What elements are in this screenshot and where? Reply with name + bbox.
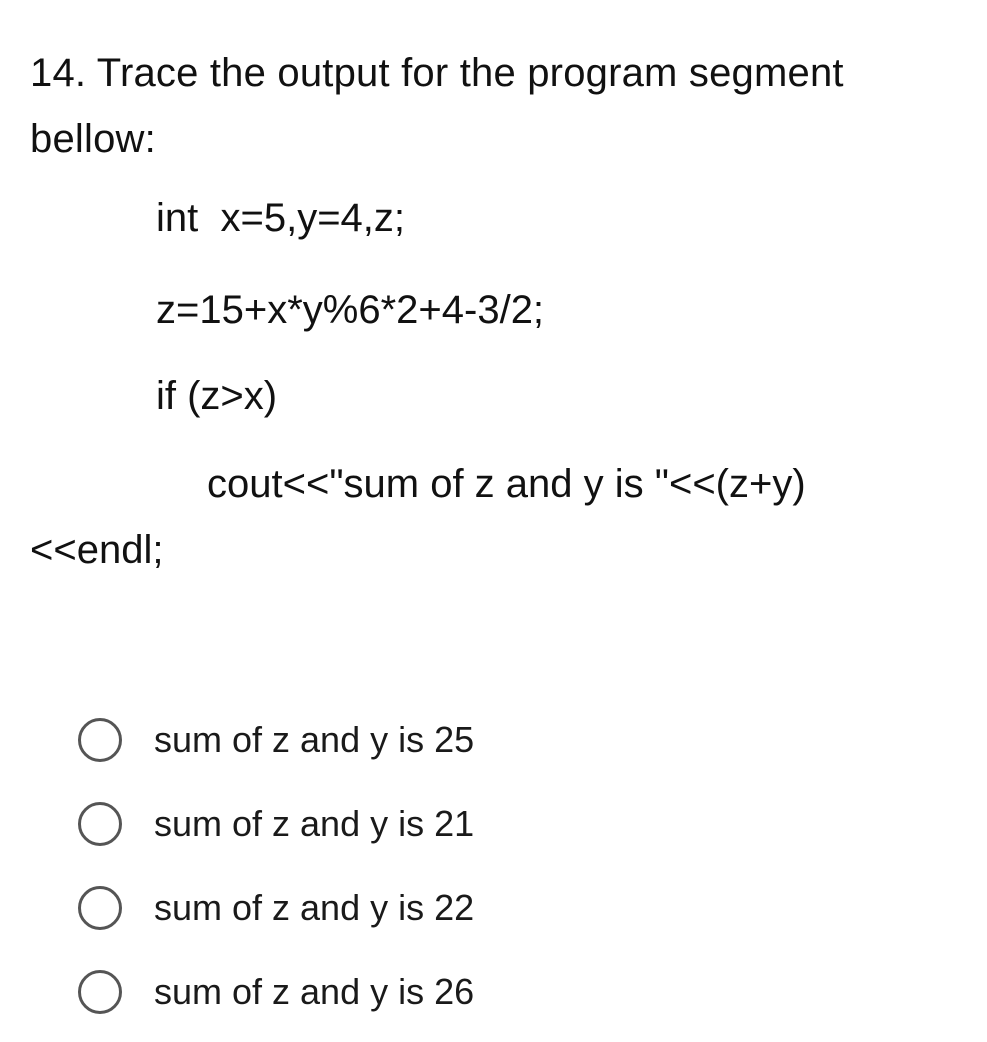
answer-option-1[interactable] [78, 716, 678, 764]
radio-button[interactable] [78, 886, 122, 930]
answer-option-label: sum of z and y is 22 [154, 887, 475, 928]
code-line-5: <<endl; [30, 528, 164, 572]
answer-option-label: sum of z and y is 21 [154, 803, 475, 844]
question-text: 14. Trace the output for the program segment bellow: [30, 51, 844, 161]
radio-button[interactable] [78, 970, 122, 1014]
answer-option-3[interactable] [78, 884, 678, 932]
radio-button[interactable] [78, 802, 122, 846]
code-line-4: cout<<"sum of z and y is "<<(z+y) [207, 462, 806, 506]
code-line-2: z=15+x*y%6*2+4-3/2; [156, 288, 545, 332]
answer-option-2[interactable] [78, 800, 678, 848]
answer-option-label: sum of z and y is 25 [154, 719, 475, 760]
radio-button[interactable] [78, 718, 122, 762]
code-line-1: int x=5,y=4,z; [156, 196, 406, 240]
answer-option-4[interactable] [78, 968, 678, 1016]
code-line-3: if (z>x) [156, 374, 278, 418]
answer-option-label: sum of z and y is 26 [154, 971, 475, 1012]
